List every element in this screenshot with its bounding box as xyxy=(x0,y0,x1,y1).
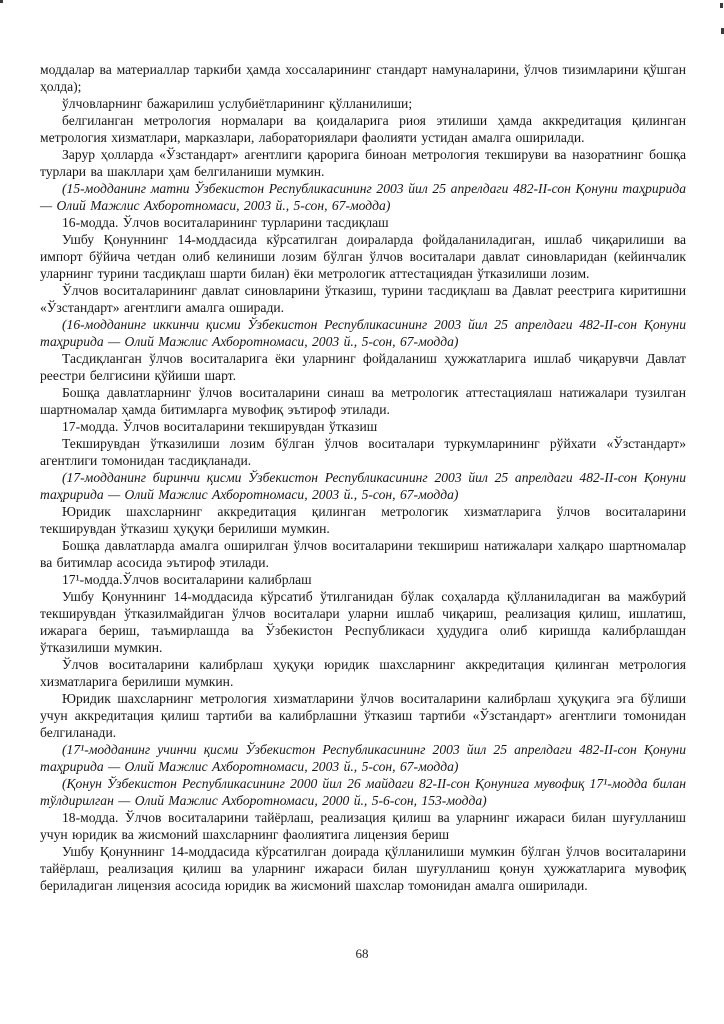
citation-paragraph: (16-модданинг иккинчи қисми Ўзбекистон Республикасининг 2003 йил 25 апрелдаги 482-II-сон Қонуни таҳририда — Олий Мажлис Ахборотномаси, 2003 й., 5-сон, 67-модда) xyxy=(40,317,686,349)
page-number: 68 xyxy=(355,946,369,961)
paragraph: Ушбу Қонуннинг 14-моддасида кўрсатиб ўтилганидан бўлак соҳаларда қўлланиладиган ва мажбурий текширувдан ўтказилмайдиган ўлчов воситалари уларни ишлаб чиқариш, реализация қилиш, ишлатиш, ижарага бериш, таъмирлашда ва Ўзбекистон Республикаси ҳудудига олиб киришда калибрлашдан ўтказилиши мумкин. xyxy=(40,589,686,655)
citation-paragraph: (15-модданинг матни Ўзбекистон Республикасининг 2003 йил 25 апрелдаги 482-II-сон Қонуни таҳририда — Олий Мажлис Ахборотномаси, 2003 й., 5-сон, 67-модда) xyxy=(40,181,686,213)
paragraph: Юридик шахсларнинг метрология хизматларини ўлчов воситаларини калибрлаш ҳуқуқига эга бўлиши учун аккредитация қилиш тартиби ва калибрлашни ўтказиш тартиби «Ўзстандарт» агентлиги томонидан белгиланади. xyxy=(40,691,686,740)
paragraph: Ушбу Қонуннинг 14-моддасида кўрсатилган доирада қўлланилиши мумкин бўлган ўлчов воситаларини тайёрлаш, реализация қилиш ва уларнинг ижараси билан шуғулланиш қонун ҳужжатларига мувофиқ бериладиган лицензия асосида юридик ва жисмоний шахслар томонидан амалга оширилади. xyxy=(40,844,686,893)
paragraph: Юридик шахсларнинг аккредитация қилинган метрологик хизматларига ўлчов воситаларини текширувдан ўтказиш ҳуқуқи берилиши мумкин. xyxy=(40,504,686,536)
paragraph: моддалар ва материаллар таркиби ҳамда хоссаларининг стандарт намуналарини, ўлчов тизимларини қўшган ҳолда); xyxy=(40,62,686,94)
article-heading: 18-модда. Ўлчов воситаларини тайёрлаш, реализация қилиш ва уларнинг ижараси билан шуғулланиш учун юридик ва жисмоний шахсларнинг фаолиятига лицензия бериш xyxy=(40,810,686,842)
paragraph: Бошқа давлатларнинг ўлчов воситаларини синаш ва метрологик аттестациялаш натижалари тузилган шартномалар ҳамда битимларга мувофиқ эътироф этилади. xyxy=(40,385,686,417)
citation-paragraph: (17-модданинг биринчи қисми Ўзбекистон Республикасининг 2003 йил 25 апрелдаги 482-II-сон Қонуни таҳририда — Олий Мажлис Ахборотномаси, 2003 й., 5-сон, 67-модда) xyxy=(40,470,686,502)
paragraph: Ўлчов воситаларини калибрлаш ҳуқуқи юридик шахсларнинг аккредитация қилинган метрология хизматларига берилиши мумкин. xyxy=(40,657,686,689)
paragraph: ўлчовларнинг бажарилиш услубиётларининг қўлланилиши; xyxy=(62,96,413,111)
paragraph: Тасдиқланган ўлчов воситаларига ёки уларнинг фойдаланиш ҳужжатларига ишлаб чиқарувчи Давлат реестри белгисини қўйиши шарт. xyxy=(40,351,686,383)
citation-paragraph: (17¹-модданинг учинчи қисми Ўзбекистон Республикасининг 2003 йил 25 апрелдаги 482-II-сон Қонуни таҳририда — Олий Мажлис Ахборотномаси, 2003 й., 5-сон, 67-модда) xyxy=(40,742,686,774)
paragraph: Текширувдан ўтказилиши лозим бўлган ўлчов воситалари туркумларининг рўйхати «Ўзстандарт» агентлиги томонидан тасдиқланади. xyxy=(40,436,686,468)
scan-artifact xyxy=(0,0,3,3)
article-heading: 17-модда. Ўлчов воситаларини текширувдан ўтказиш xyxy=(62,419,378,434)
scan-artifact xyxy=(720,3,723,8)
article-heading: 16-модда. Ўлчов воситаларининг турларини тасдиқлаш xyxy=(62,215,389,230)
document-body xyxy=(40,61,686,894)
article-heading: 17¹-модда.Ўлчов воситаларини калибрлаш xyxy=(62,572,312,587)
paragraph: Бошқа давлатларда амалга оширилган ўлчов воситаларини текшириш натижалари халқаро шартномалар ва битимлар асосида эътироф этилади. xyxy=(40,538,686,570)
citation-paragraph: (Қонун Ўзбекистон Республикасининг 2000 йил 26 майдаги 82-II-сон Қонунига мувофиқ 17¹-модда билан тўлдирилган — Олий Мажлис Ахборотномаси, 2000 й., 5-6-сон, 153-модда) xyxy=(40,776,686,808)
paragraph: Ўлчов воситаларининг давлат синовларини ўтказиш, турини тасдиқлаш ва Давлат реестрига киритишни «Ўзстандарт» агентлиги амалга оширади. xyxy=(40,283,686,315)
paragraph: белгиланган метрология нормалари ва қоидаларига риоя этилиши ҳамда аккредитация қилинган метрология хизматлари, марказлари, лабораториялари фаолияти устидан амалга оширилади. xyxy=(40,113,686,145)
paragraph: Зарур ҳолларда «Ўзстандарт» агентлиги қарорига биноан метрология текшируви ва назоратнинг бошқа турлари ва шакллари ҳам белгиланиши мумкин. xyxy=(40,147,686,179)
paragraph: Ушбу Қонуннинг 14-моддасида кўрсатилган доираларда фойдаланиладиган, ишлаб чиқарилиши ва импорт бўйича четдан олиб келиниши лозим бўлган ўлчов воситалари давлат синовларидан (кейинчалик уларнинг турини тасдиқлаш шарти билан) ёки метрологик аттестациядан ўтказилиши лозим. xyxy=(40,232,686,281)
